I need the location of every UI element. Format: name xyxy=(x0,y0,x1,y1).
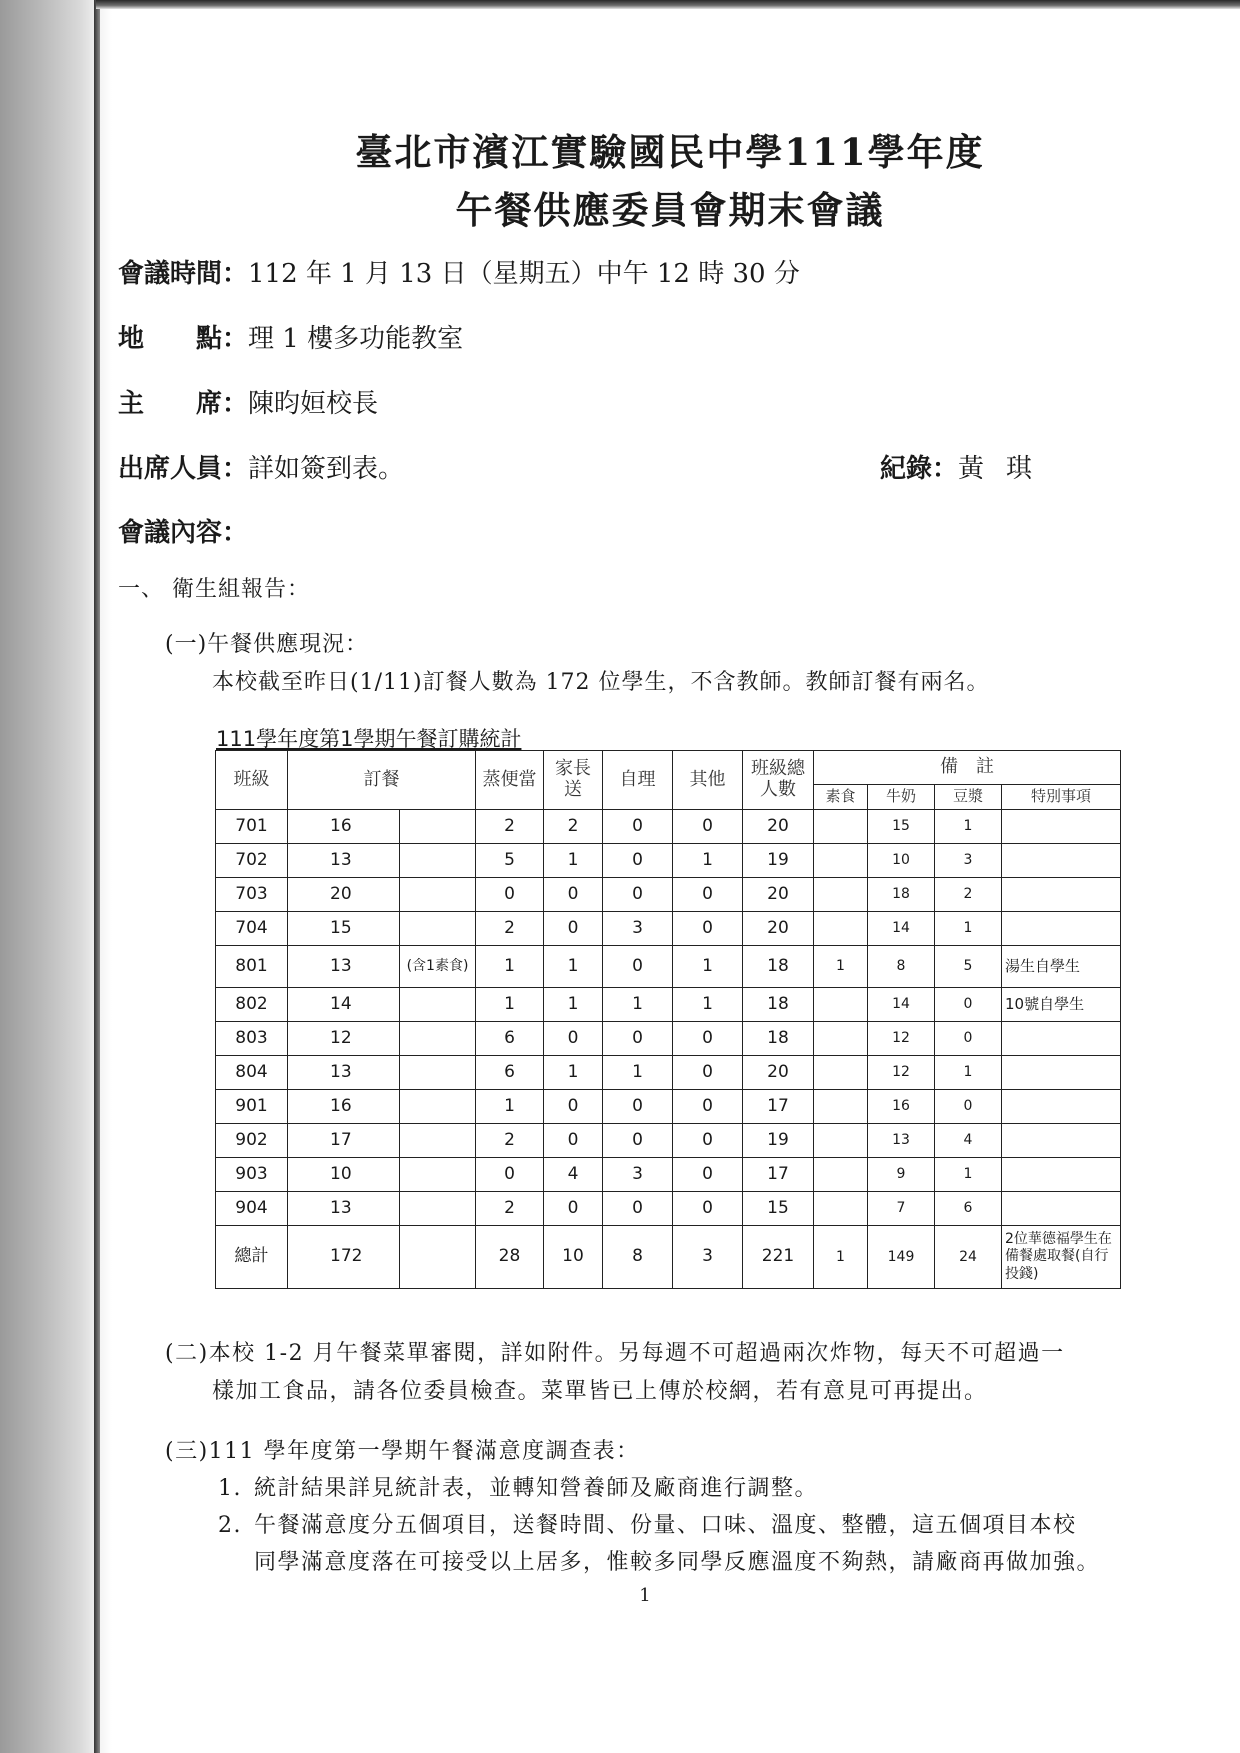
cell-special xyxy=(1002,912,1121,946)
cell-special: 2位華德福學生在備餐處取餐(自行投錢) xyxy=(1002,1226,1121,1289)
cell-veg: 1 xyxy=(814,946,868,988)
cell-milk: 8 xyxy=(868,946,935,988)
cell-order: 15 xyxy=(288,912,400,946)
cell-total: 20 xyxy=(743,912,814,946)
cell-self: 0 xyxy=(603,1090,673,1124)
header-order: 訂餐 xyxy=(288,751,476,810)
list-item xyxy=(218,1507,1077,1544)
cell-milk: 9 xyxy=(868,1158,935,1192)
cell-special xyxy=(1002,844,1121,878)
cell-parent: 0 xyxy=(544,1192,603,1226)
cell-special xyxy=(1002,1192,1121,1226)
scan-top-edge xyxy=(96,0,1240,9)
header-remarks: 備 註 xyxy=(814,751,1121,785)
list-item xyxy=(218,1470,818,1507)
cell-parent: 0 xyxy=(544,878,603,912)
cell-class: 704 xyxy=(216,912,288,946)
cell-order: 16 xyxy=(288,1090,400,1124)
cell-order-note xyxy=(400,912,476,946)
cell-steam: 2 xyxy=(476,1124,544,1158)
cell-other: 1 xyxy=(673,844,743,878)
cell-order-note xyxy=(400,1226,476,1289)
cell-other: 0 xyxy=(673,1158,743,1192)
cell-veg xyxy=(814,1056,868,1090)
cell-other: 0 xyxy=(673,1090,743,1124)
meeting-place-label: 地 點： xyxy=(118,324,249,354)
cell-total: 20 xyxy=(743,1056,814,1090)
cell-milk: 12 xyxy=(868,1056,935,1090)
cell-steam: 1 xyxy=(476,988,544,1022)
cell-parent: 1 xyxy=(544,946,603,988)
list-item-continuation: 同學滿意度落在可接受以上居多，惟較多同學反應溫度不夠熱，請廠商再做加強。 xyxy=(254,1550,1101,1575)
header-parent-line1: 家長 xyxy=(555,758,591,780)
cell-soy: 1 xyxy=(935,912,1002,946)
cell-total: 20 xyxy=(743,878,814,912)
cell-parent: 2 xyxy=(544,810,603,844)
cell-special xyxy=(1002,878,1121,912)
cell-soy: 5 xyxy=(935,946,1002,988)
cell-order: 172 xyxy=(288,1226,400,1289)
cell-special: 湯生自學生 xyxy=(1002,946,1121,988)
cell-class: 701 xyxy=(216,810,288,844)
cell-order: 17 xyxy=(288,1124,400,1158)
meeting-recorder xyxy=(880,448,1054,485)
sub2-line1: (二)本校 1-2 月午餐菜單審閱，詳如附件。另每週不可超過兩次炸物，每天不可超過一 xyxy=(165,1341,1065,1366)
cell-milk: 10 xyxy=(868,844,935,878)
cell-parent: 1 xyxy=(544,844,603,878)
table-total-row xyxy=(216,1226,1121,1289)
cell-milk: 15 xyxy=(868,810,935,844)
cell-order: 13 xyxy=(288,1056,400,1090)
cell-self: 1 xyxy=(603,1056,673,1090)
cell-milk: 12 xyxy=(868,1022,935,1056)
cell-veg xyxy=(814,1022,868,1056)
cell-steam: 1 xyxy=(476,1090,544,1124)
document-title-line2: 午餐供應委員會期末會議 xyxy=(455,188,885,232)
cell-order-note xyxy=(400,810,476,844)
cell-order-note xyxy=(400,1124,476,1158)
table-row xyxy=(216,988,1121,1022)
cell-self: 0 xyxy=(603,1022,673,1056)
cell-other: 0 xyxy=(673,912,743,946)
meeting-recorder-label: 紀錄： xyxy=(880,454,959,484)
cell-order: 16 xyxy=(288,810,400,844)
table-row xyxy=(216,1158,1121,1192)
cell-steam: 6 xyxy=(476,1056,544,1090)
sub2-line2: 樣加工食品，請各位委員檢查。菜單皆已上傳於校網，若有意見可再提出。 xyxy=(212,1379,988,1404)
cell-total: 20 xyxy=(743,810,814,844)
cell-total: 18 xyxy=(743,946,814,988)
cell-order-note xyxy=(400,1022,476,1056)
cell-class: 901 xyxy=(216,1090,288,1124)
cell-other: 0 xyxy=(673,1056,743,1090)
cell-milk: 16 xyxy=(868,1090,935,1124)
cell-soy: 1 xyxy=(935,1056,1002,1090)
cell-parent: 1 xyxy=(544,988,603,1022)
cell-soy: 24 xyxy=(935,1226,1002,1289)
header-milk: 牛奶 xyxy=(868,785,935,810)
cell-class: 803 xyxy=(216,1022,288,1056)
cell-self: 0 xyxy=(603,844,673,878)
cell-steam: 28 xyxy=(476,1226,544,1289)
cell-soy: 2 xyxy=(935,878,1002,912)
cell-order: 13 xyxy=(288,1192,400,1226)
meeting-chair-label: 主 席： xyxy=(118,389,249,419)
cell-other: 1 xyxy=(673,946,743,988)
cell-soy: 6 xyxy=(935,1192,1002,1226)
header-parent-line2: 送 xyxy=(564,779,582,800)
meeting-recorder-value: 黃琪 xyxy=(958,454,1055,484)
cell-soy: 4 xyxy=(935,1124,1002,1158)
cell-total: 19 xyxy=(743,844,814,878)
cell-soy: 3 xyxy=(935,844,1002,878)
cell-special: 10號自學生 xyxy=(1002,988,1121,1022)
cell-soy: 1 xyxy=(935,810,1002,844)
cell-other: 1 xyxy=(673,988,743,1022)
header-self: 自理 xyxy=(603,751,673,810)
cell-other: 0 xyxy=(673,810,743,844)
cell-soy: 0 xyxy=(935,1022,1002,1056)
cell-class: 804 xyxy=(216,1056,288,1090)
cell-self: 1 xyxy=(603,988,673,1022)
list-item-text: 午餐滿意度分五個項目，送餐時間、份量、口味、溫度、整體，這五個項目本校 xyxy=(254,1513,1077,1538)
cell-self: 8 xyxy=(603,1226,673,1289)
table-row xyxy=(216,946,1121,988)
cell-order-note xyxy=(400,1158,476,1192)
cell-veg xyxy=(814,988,868,1022)
list-item-number: 2. xyxy=(218,1513,242,1538)
header-soy: 豆漿 xyxy=(935,785,1002,810)
cell-steam: 0 xyxy=(476,878,544,912)
header-total-line1: 班級總 xyxy=(751,758,805,780)
cell-milk: 18 xyxy=(868,878,935,912)
table-row xyxy=(216,1022,1121,1056)
cell-parent: 0 xyxy=(544,1090,603,1124)
cell-total: 18 xyxy=(743,988,814,1022)
cell-milk: 13 xyxy=(868,1124,935,1158)
cell-other: 0 xyxy=(673,1192,743,1226)
lunch-order-table xyxy=(215,750,1121,1289)
cell-order-note xyxy=(400,988,476,1022)
cell-steam: 5 xyxy=(476,844,544,878)
cell-veg xyxy=(814,810,868,844)
cell-veg xyxy=(814,844,868,878)
table-row xyxy=(216,1192,1121,1226)
cell-veg xyxy=(814,1192,868,1226)
table-row xyxy=(216,1124,1121,1158)
cell-self: 3 xyxy=(603,912,673,946)
cell-parent: 0 xyxy=(544,912,603,946)
meeting-chair xyxy=(118,383,378,420)
header-steam: 蒸便當 xyxy=(476,751,544,810)
table-row xyxy=(216,878,1121,912)
table-row xyxy=(216,810,1121,844)
document-title-line1: 臺北市濱江實驗國民中學111學年度 xyxy=(355,130,985,174)
cell-special xyxy=(1002,1124,1121,1158)
cell-other: 0 xyxy=(673,1022,743,1056)
cell-veg xyxy=(814,1124,868,1158)
cell-order-note xyxy=(400,844,476,878)
header-special: 特別事項 xyxy=(1002,785,1121,810)
list-item-text: 統計結果詳見統計表，並轉知營養師及廠商進行調整。 xyxy=(254,1476,819,1501)
cell-milk: 14 xyxy=(868,912,935,946)
cell-special xyxy=(1002,1022,1121,1056)
header-parent xyxy=(544,751,603,810)
cell-total: 221 xyxy=(743,1226,814,1289)
header-class: 班級 xyxy=(216,751,288,810)
cell-steam: 2 xyxy=(476,1192,544,1226)
cell-special xyxy=(1002,1090,1121,1124)
cell-order-note: (含1素食) xyxy=(400,946,476,988)
sub3-heading: (三)111 學年度第一學期午餐滿意度調查表： xyxy=(165,1439,640,1464)
cell-special xyxy=(1002,1158,1121,1192)
cell-soy: 0 xyxy=(935,988,1002,1022)
list-item-number: 1. xyxy=(218,1476,242,1501)
cell-class: 801 xyxy=(216,946,288,988)
table-header-row xyxy=(216,751,1121,785)
meeting-attendees-value: 詳如簽到表。 xyxy=(248,454,405,484)
cell-order: 13 xyxy=(288,844,400,878)
cell-self: 0 xyxy=(603,878,673,912)
table-row xyxy=(216,1090,1121,1124)
cell-order-note xyxy=(400,1090,476,1124)
cell-steam: 6 xyxy=(476,1022,544,1056)
cell-steam: 2 xyxy=(476,810,544,844)
cell-order: 10 xyxy=(288,1158,400,1192)
sub1-text: 本校截至昨日(1/11)訂餐人數為 172 位學生，不含教師。教師訂餐有兩名。 xyxy=(212,670,990,695)
cell-class: 702 xyxy=(216,844,288,878)
meeting-time-value: 112 年 1 月 13 日（星期五）中午 12 時 30 分 xyxy=(248,259,800,289)
cell-steam: 0 xyxy=(476,1158,544,1192)
sub1-heading: (一)午餐供應現況： xyxy=(165,632,369,657)
page-number: 1 xyxy=(639,1585,651,1606)
cell-order: 13 xyxy=(288,946,400,988)
cell-milk: 14 xyxy=(868,988,935,1022)
scan-left-edge xyxy=(94,0,100,1753)
table-row xyxy=(216,844,1121,878)
cell-self: 0 xyxy=(603,810,673,844)
header-other: 其他 xyxy=(673,751,743,810)
cell-self: 0 xyxy=(603,1124,673,1158)
table-row xyxy=(216,912,1121,946)
table-title: 111學年度第1學期午餐訂購統計 xyxy=(216,727,522,751)
cell-parent: 10 xyxy=(544,1226,603,1289)
meeting-content-heading: 會議內容： xyxy=(118,518,249,548)
cell-class: 總計 xyxy=(216,1226,288,1289)
cell-special xyxy=(1002,1056,1121,1090)
cell-veg xyxy=(814,1158,868,1192)
meeting-place-value: 理 1 樓多功能教室 xyxy=(248,324,464,354)
cell-veg xyxy=(814,878,868,912)
cell-class: 703 xyxy=(216,878,288,912)
cell-veg xyxy=(814,912,868,946)
cell-total: 19 xyxy=(743,1124,814,1158)
cell-veg xyxy=(814,1090,868,1124)
meeting-attendees xyxy=(118,448,404,485)
cell-self: 3 xyxy=(603,1158,673,1192)
cell-total: 15 xyxy=(743,1192,814,1226)
cell-order: 12 xyxy=(288,1022,400,1056)
cell-self: 0 xyxy=(603,946,673,988)
cell-parent: 0 xyxy=(544,1022,603,1056)
cell-steam: 2 xyxy=(476,912,544,946)
cell-parent: 4 xyxy=(544,1158,603,1192)
cell-order: 20 xyxy=(288,878,400,912)
cell-milk: 7 xyxy=(868,1192,935,1226)
table-row xyxy=(216,1056,1121,1090)
header-total xyxy=(743,751,814,810)
cell-class: 802 xyxy=(216,988,288,1022)
header-veg: 素食 xyxy=(814,785,868,810)
cell-order-note xyxy=(400,1192,476,1226)
cell-class: 902 xyxy=(216,1124,288,1158)
cell-self: 0 xyxy=(603,1192,673,1226)
cell-special xyxy=(1002,810,1121,844)
cell-parent: 1 xyxy=(544,1056,603,1090)
meeting-time xyxy=(118,253,800,290)
cell-steam: 1 xyxy=(476,946,544,988)
cell-other: 3 xyxy=(673,1226,743,1289)
cell-order-note xyxy=(400,1056,476,1090)
cell-class: 903 xyxy=(216,1158,288,1192)
cell-soy: 1 xyxy=(935,1158,1002,1192)
cell-parent: 0 xyxy=(544,1124,603,1158)
cell-order: 14 xyxy=(288,988,400,1022)
meeting-time-label: 會議時間： xyxy=(118,259,249,289)
meeting-attendees-label: 出席人員： xyxy=(118,454,249,484)
cell-other: 0 xyxy=(673,1124,743,1158)
cell-class: 904 xyxy=(216,1192,288,1226)
header-total-line2: 人數 xyxy=(760,779,796,800)
meeting-place xyxy=(118,318,463,355)
meeting-chair-value: 陳昀姮校長 xyxy=(248,389,379,419)
cell-total: 17 xyxy=(743,1090,814,1124)
cell-order-note xyxy=(400,878,476,912)
cell-other: 0 xyxy=(673,878,743,912)
cell-total: 17 xyxy=(743,1158,814,1192)
cell-veg: 1 xyxy=(814,1226,868,1289)
cell-milk: 149 xyxy=(868,1226,935,1289)
cell-soy: 0 xyxy=(935,1090,1002,1124)
section1-heading: 一、 衛生組報告： xyxy=(118,577,310,602)
cell-total: 18 xyxy=(743,1022,814,1056)
